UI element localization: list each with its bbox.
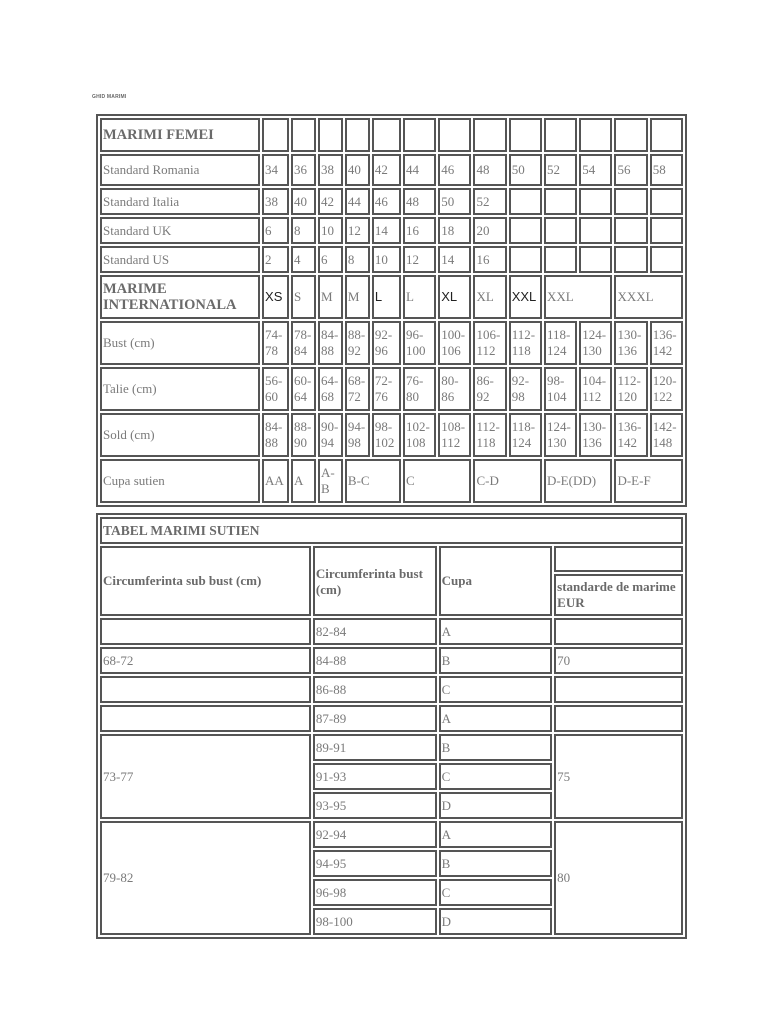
table-cell: 2 bbox=[262, 246, 289, 273]
table-cell: 118-124 bbox=[509, 413, 542, 457]
table-row bbox=[100, 705, 683, 732]
table-cell: 58 bbox=[650, 154, 683, 186]
table-cell: XXXL bbox=[614, 275, 683, 319]
table-cell: 93-95 bbox=[313, 792, 437, 819]
table-cell: 98-100 bbox=[313, 908, 437, 935]
table-cell: 70 bbox=[554, 647, 683, 674]
column-header: Circumferinta sub bust (cm) bbox=[100, 546, 311, 616]
table-cell: A bbox=[439, 618, 553, 645]
table-cell: XS bbox=[262, 275, 289, 319]
table-cell: 38 bbox=[318, 154, 343, 186]
table-cell: 6 bbox=[318, 246, 343, 273]
table-cell: 4 bbox=[291, 246, 316, 273]
table-row bbox=[100, 647, 683, 674]
table-cell bbox=[579, 188, 612, 215]
sizes-table-header: MARIMI FEMEI bbox=[100, 118, 260, 152]
table-row bbox=[100, 246, 683, 273]
table-cell: D-E-F bbox=[614, 459, 683, 503]
table-row bbox=[100, 676, 683, 703]
table-cell: B bbox=[439, 850, 553, 877]
table-cell: 10 bbox=[372, 246, 401, 273]
international-size-row bbox=[100, 275, 683, 319]
table-row bbox=[100, 734, 683, 761]
table-cell: XL bbox=[473, 275, 506, 319]
row-label: Sold (cm) bbox=[100, 413, 260, 457]
table-cell: 8 bbox=[345, 246, 370, 273]
table-row bbox=[100, 321, 683, 365]
table-cell: S bbox=[291, 275, 316, 319]
table-cell: 90-94 bbox=[318, 413, 343, 457]
table-cell: A bbox=[439, 821, 553, 848]
table-cell: 40 bbox=[291, 188, 316, 215]
column-header: Circumferinta bust (cm) bbox=[313, 546, 437, 616]
table-cell bbox=[650, 188, 683, 215]
table-cell bbox=[318, 118, 343, 152]
table-cell: 14 bbox=[372, 217, 401, 244]
table-row bbox=[100, 618, 683, 645]
row-label: Standard US bbox=[100, 246, 260, 273]
table-cell: C-D bbox=[473, 459, 542, 503]
column-header: standarde de marime EUR bbox=[554, 574, 683, 616]
table-cell: 84-88 bbox=[318, 321, 343, 365]
table-cell: 44 bbox=[403, 154, 436, 186]
table-cell: C bbox=[439, 763, 553, 790]
column-header-row bbox=[100, 546, 683, 572]
table-cell bbox=[614, 217, 647, 244]
table-cell bbox=[650, 118, 683, 152]
table-cell bbox=[544, 217, 577, 244]
table-cell: C bbox=[439, 879, 553, 906]
table-cell: 20 bbox=[473, 217, 506, 244]
table-cell bbox=[403, 118, 436, 152]
table-cell bbox=[100, 618, 311, 645]
document-title: GHID MARIMI bbox=[92, 94, 127, 100]
table-cell: 88-92 bbox=[345, 321, 370, 365]
table-cell bbox=[554, 546, 683, 572]
table-header-row bbox=[100, 118, 683, 152]
table-cell: L bbox=[372, 275, 401, 319]
table-cell: 34 bbox=[262, 154, 289, 186]
table-cell: 72-76 bbox=[372, 367, 401, 411]
table-cell: 91-93 bbox=[313, 763, 437, 790]
table-cell: 38 bbox=[262, 188, 289, 215]
table-cell: 98-104 bbox=[544, 367, 577, 411]
table-cell: 46 bbox=[372, 188, 401, 215]
table-row bbox=[100, 821, 683, 848]
table-cell: 16 bbox=[403, 217, 436, 244]
table-cell bbox=[614, 246, 647, 273]
table-row bbox=[100, 188, 683, 215]
table-row bbox=[100, 413, 683, 457]
table-cell bbox=[579, 118, 612, 152]
table-cell: 120-122 bbox=[650, 367, 683, 411]
table-cell bbox=[614, 118, 647, 152]
table-cell: 48 bbox=[473, 154, 506, 186]
table-cell: 94-95 bbox=[313, 850, 437, 877]
table-cell: 36 bbox=[291, 154, 316, 186]
table-cell bbox=[100, 705, 311, 732]
table-cell: 54 bbox=[579, 154, 612, 186]
table-cell: 92-98 bbox=[509, 367, 542, 411]
table-cell bbox=[100, 676, 311, 703]
table-cell bbox=[579, 246, 612, 273]
table-cell: 75 bbox=[554, 734, 683, 819]
table-cell: 112-118 bbox=[509, 321, 542, 365]
table-cell: 42 bbox=[372, 154, 401, 186]
table-cell: 78-84 bbox=[291, 321, 316, 365]
column-header: Cupa bbox=[439, 546, 553, 616]
table-cell: D bbox=[439, 908, 553, 935]
table-cell: 142-148 bbox=[650, 413, 683, 457]
table-cell: 112-120 bbox=[614, 367, 647, 411]
row-label: MARIME INTERNATIONALA bbox=[100, 275, 260, 319]
table-cell: L bbox=[403, 275, 436, 319]
table-cell: 98-102 bbox=[372, 413, 401, 457]
table-cell: 12 bbox=[403, 246, 436, 273]
table-cell bbox=[554, 676, 683, 703]
table-cell bbox=[544, 188, 577, 215]
table-cell: XXL bbox=[544, 275, 613, 319]
table-row bbox=[100, 217, 683, 244]
table-cell: 52 bbox=[544, 154, 577, 186]
table-cell: XL bbox=[438, 275, 471, 319]
table-cell: 106-112 bbox=[473, 321, 506, 365]
table-cell: 68-72 bbox=[100, 647, 311, 674]
table-cell bbox=[650, 217, 683, 244]
table-cell: 82-84 bbox=[313, 618, 437, 645]
table-cell: 74-78 bbox=[262, 321, 289, 365]
table-cell: 96-98 bbox=[313, 879, 437, 906]
table-cell bbox=[262, 118, 289, 152]
table-cell: 108-112 bbox=[438, 413, 471, 457]
table-cell: D-E(DD) bbox=[544, 459, 613, 503]
table-cell: B bbox=[439, 647, 553, 674]
table-cell: 86-92 bbox=[473, 367, 506, 411]
table-cell bbox=[614, 188, 647, 215]
table-cell: 46 bbox=[438, 154, 471, 186]
table-cell: C bbox=[403, 459, 472, 503]
table-cell: 102-108 bbox=[403, 413, 436, 457]
table-cell bbox=[509, 188, 542, 215]
table-cell: B bbox=[439, 734, 553, 761]
table-cell: 100-106 bbox=[438, 321, 471, 365]
table-cell: 88-90 bbox=[291, 413, 316, 457]
table-cell bbox=[509, 246, 542, 273]
table-cell: B-C bbox=[345, 459, 401, 503]
table-cell bbox=[579, 217, 612, 244]
table-cell: 56 bbox=[614, 154, 647, 186]
table-cell bbox=[372, 118, 401, 152]
row-label: Talie (cm) bbox=[100, 367, 260, 411]
table-cell: 76-80 bbox=[403, 367, 436, 411]
table-cell: 42 bbox=[318, 188, 343, 215]
row-label: Standard Italia bbox=[100, 188, 260, 215]
table-cell: 64-68 bbox=[318, 367, 343, 411]
table-cell: 80 bbox=[554, 821, 683, 935]
table-cell bbox=[554, 705, 683, 732]
table-cell: 50 bbox=[509, 154, 542, 186]
table-cell bbox=[544, 246, 577, 273]
table-cell: M bbox=[345, 275, 370, 319]
table-cell: 92-94 bbox=[313, 821, 437, 848]
table-cell: M bbox=[318, 275, 343, 319]
table-cell: 44 bbox=[345, 188, 370, 215]
table-cell: 84-88 bbox=[313, 647, 437, 674]
table-cell: 73-77 bbox=[100, 734, 311, 819]
table-cell: 89-91 bbox=[313, 734, 437, 761]
table-cell: 87-89 bbox=[313, 705, 437, 732]
table-cell: 86-88 bbox=[313, 676, 437, 703]
cup-size-row bbox=[100, 459, 683, 503]
bra-table-title: TABEL MARIMI SUTIEN bbox=[100, 517, 683, 544]
table-cell: A bbox=[291, 459, 316, 503]
table-cell: A-B bbox=[318, 459, 343, 503]
table-header-row bbox=[100, 517, 683, 544]
table-cell bbox=[509, 118, 542, 152]
table-cell: 56-60 bbox=[262, 367, 289, 411]
table-cell: A bbox=[439, 705, 553, 732]
table-cell: 118-124 bbox=[544, 321, 577, 365]
table-cell: 60-64 bbox=[291, 367, 316, 411]
bra-sizes-table bbox=[96, 513, 687, 939]
row-label: Standard UK bbox=[100, 217, 260, 244]
table-cell: 48 bbox=[403, 188, 436, 215]
table-cell: 6 bbox=[262, 217, 289, 244]
table-cell bbox=[345, 118, 370, 152]
table-cell: C bbox=[439, 676, 553, 703]
table-cell bbox=[650, 246, 683, 273]
table-cell: 96-100 bbox=[403, 321, 436, 365]
table-cell: 14 bbox=[438, 246, 471, 273]
table-row bbox=[100, 367, 683, 411]
table-cell bbox=[291, 118, 316, 152]
table-cell: 16 bbox=[473, 246, 506, 273]
table-cell: 52 bbox=[473, 188, 506, 215]
table-cell: D bbox=[439, 792, 553, 819]
table-cell: 12 bbox=[345, 217, 370, 244]
table-cell: 94-98 bbox=[345, 413, 370, 457]
table-cell bbox=[473, 118, 506, 152]
table-cell: 50 bbox=[438, 188, 471, 215]
table-cell bbox=[554, 618, 683, 645]
table-cell: 112-118 bbox=[473, 413, 506, 457]
table-row bbox=[100, 154, 683, 186]
table-cell: XXL bbox=[509, 275, 542, 319]
table-cell: 104-112 bbox=[579, 367, 612, 411]
table-cell: 80-86 bbox=[438, 367, 471, 411]
table-cell: AA bbox=[262, 459, 289, 503]
table-cell: 136-142 bbox=[650, 321, 683, 365]
table-cell: 84-88 bbox=[262, 413, 289, 457]
row-label: Bust (cm) bbox=[100, 321, 260, 365]
table-cell: 124-130 bbox=[579, 321, 612, 365]
table-cell: 8 bbox=[291, 217, 316, 244]
table-cell: 92-96 bbox=[372, 321, 401, 365]
row-label: Standard Romania bbox=[100, 154, 260, 186]
table-cell: 18 bbox=[438, 217, 471, 244]
table-cell: 68-72 bbox=[345, 367, 370, 411]
women-sizes-table bbox=[96, 114, 687, 507]
table-cell: 136-142 bbox=[614, 413, 647, 457]
table-cell: 124-130 bbox=[544, 413, 577, 457]
table-cell: 130-136 bbox=[614, 321, 647, 365]
table-cell bbox=[438, 118, 471, 152]
table-cell bbox=[509, 217, 542, 244]
table-cell: 10 bbox=[318, 217, 343, 244]
table-cell: 79-82 bbox=[100, 821, 311, 935]
table-cell: 130-136 bbox=[579, 413, 612, 457]
row-label: Cupa sutien bbox=[100, 459, 260, 503]
table-cell bbox=[544, 118, 577, 152]
table-cell: 40 bbox=[345, 154, 370, 186]
